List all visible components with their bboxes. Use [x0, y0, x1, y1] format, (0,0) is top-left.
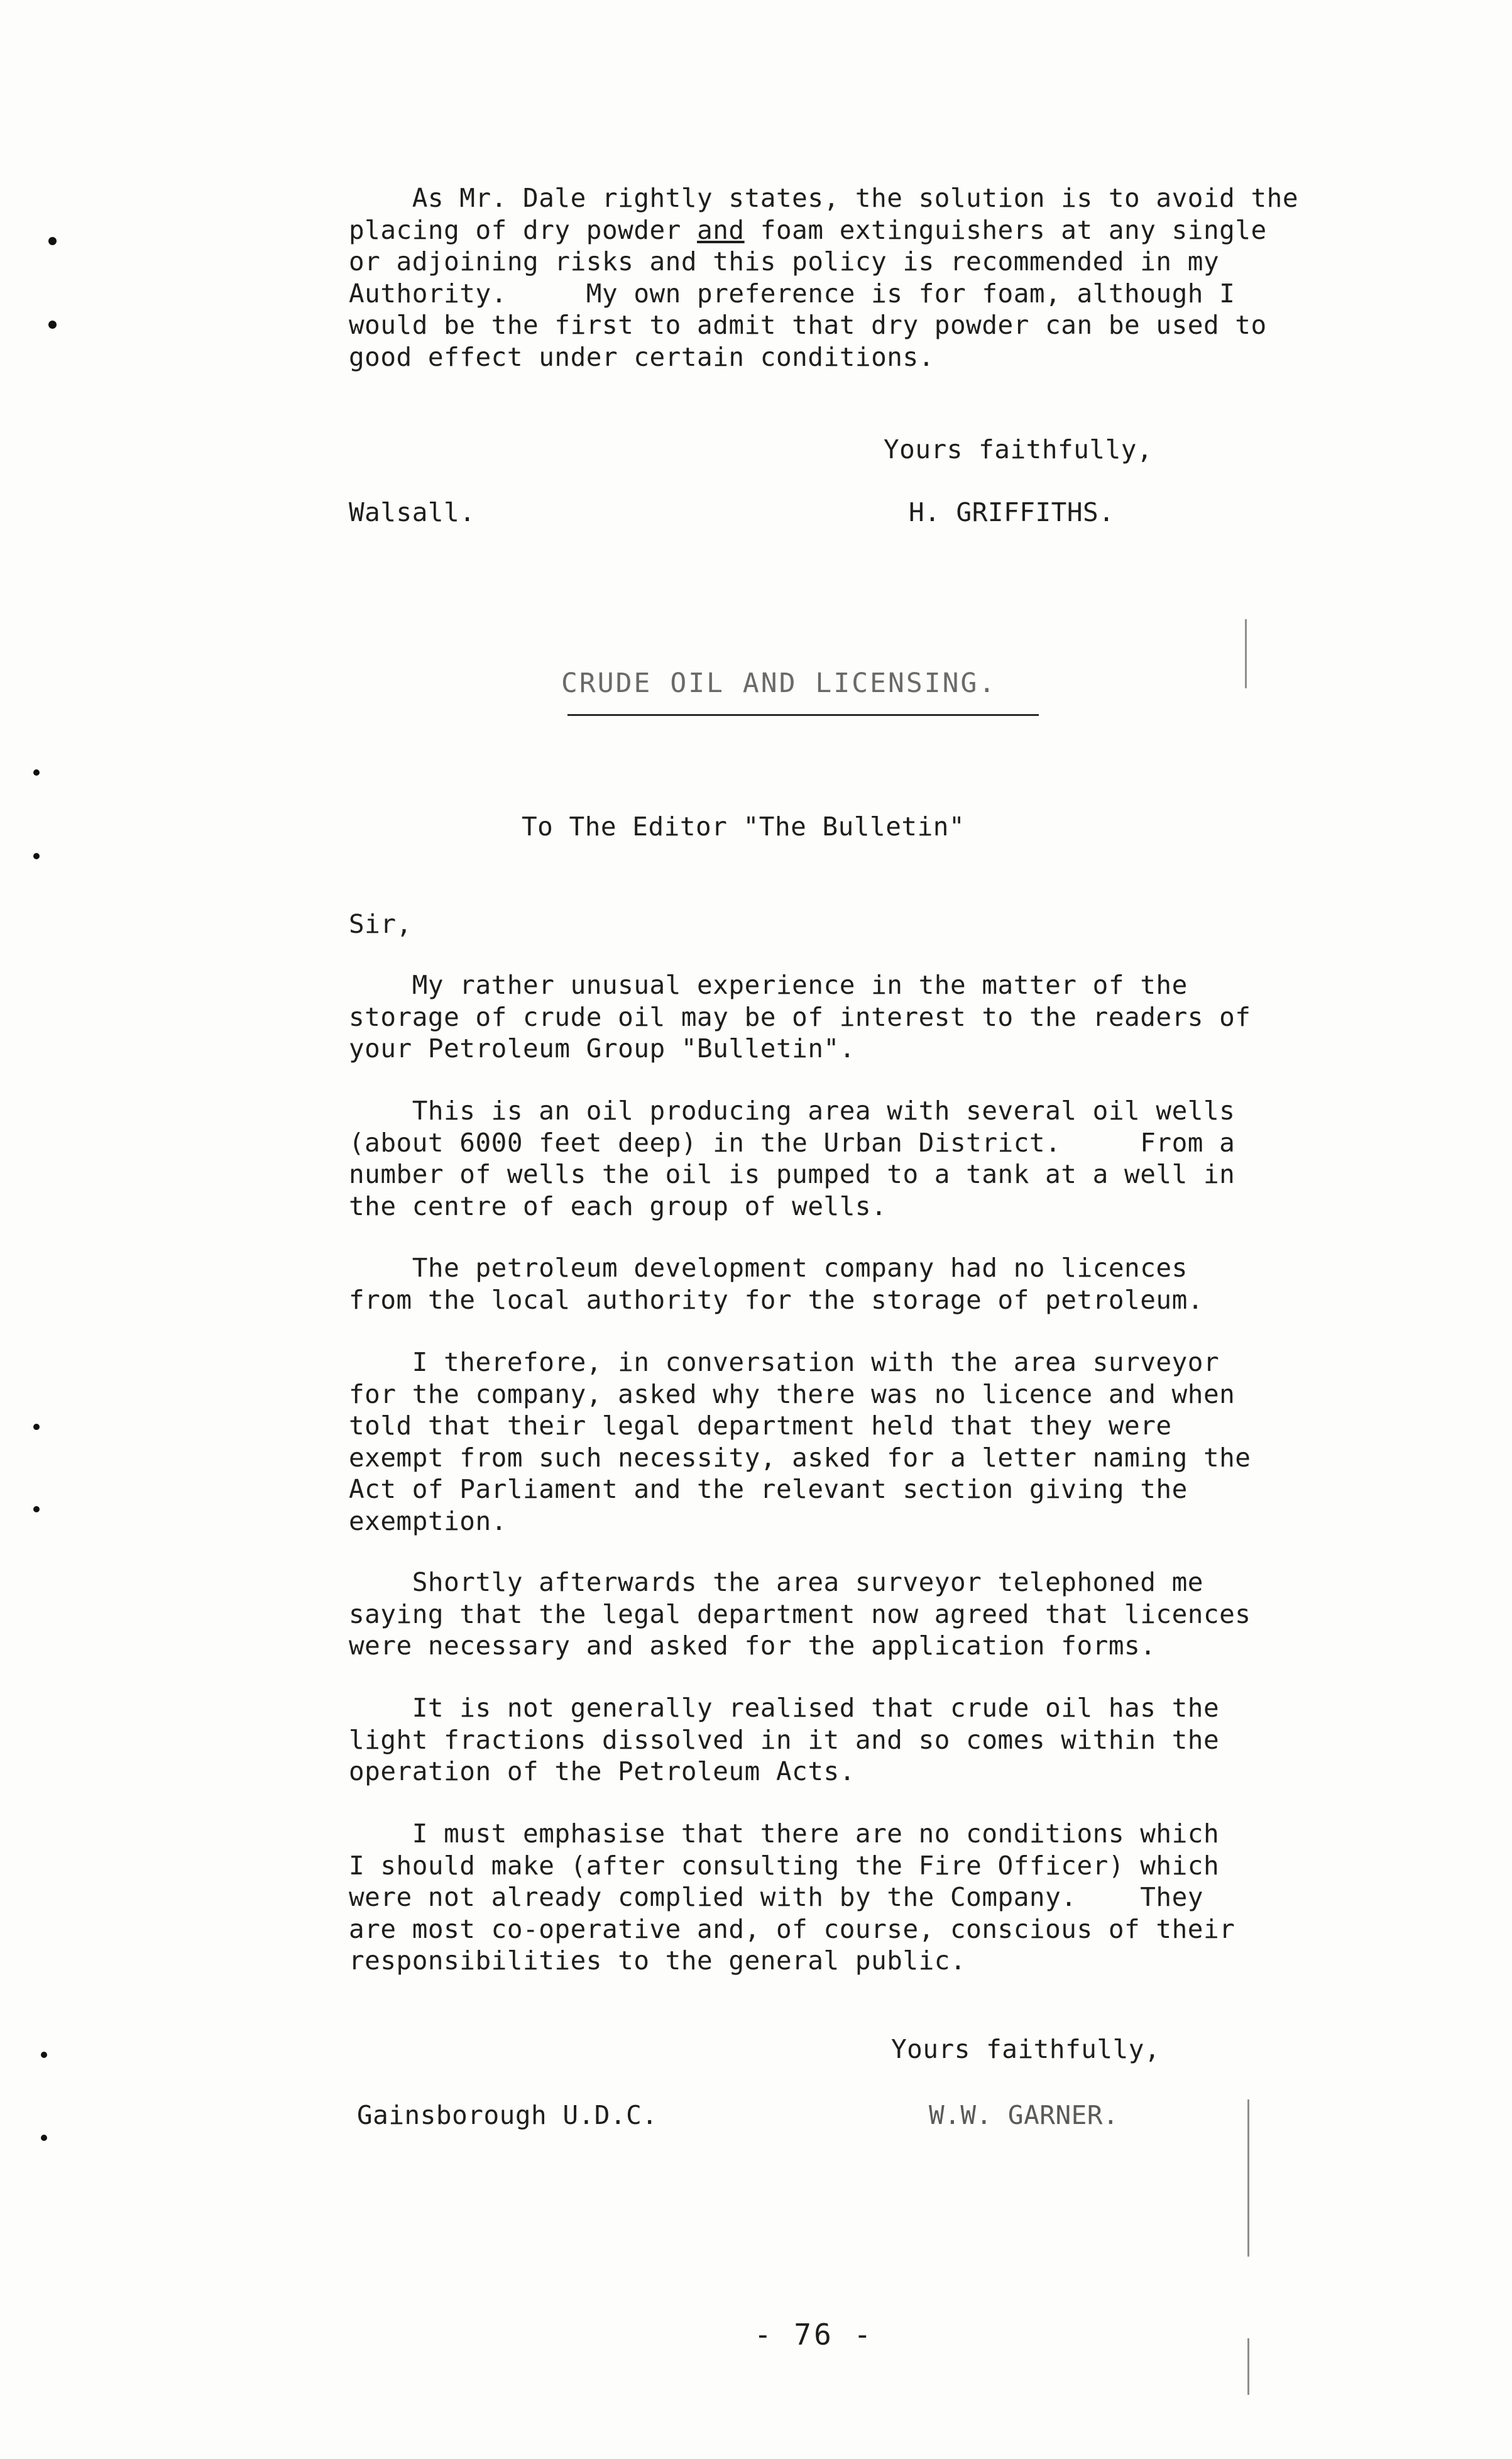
text-line: were not already complied with by the Company. They [349, 1882, 1203, 1912]
underlined-word: and [697, 214, 745, 245]
scan-line [1247, 2099, 1249, 2257]
letter2-paragraph-1 [349, 969, 1251, 1065]
text-line [349, 214, 1298, 246]
text-line: your Petroleum Group "Bulletin". [349, 1033, 855, 1064]
text-line: told that their legal department held that they were [349, 1411, 1172, 1441]
text-line: As Mr. Dale rightly states, the solution is to avoid the [349, 183, 1299, 213]
text-line: Act of Parliament and the relevant section giving the [349, 1474, 1188, 1504]
scan-line [1247, 2338, 1249, 2395]
punch-mark [41, 2052, 47, 2058]
punch-mark [33, 1424, 40, 1430]
text-line: good effect under certain conditions. [349, 341, 934, 372]
text-line: saying that the legal department now agreed that licences [349, 1598, 1251, 1629]
text-line: operation of the Petroleum Acts. [349, 1756, 855, 1786]
text-line: or adjoining risks and this policy is recommended in my [349, 246, 1220, 277]
text-line: (about 6000 feet deep) in the Urban District. From a [349, 1127, 1235, 1158]
text-line: Authority. My own preference is for foam, although I [349, 278, 1235, 309]
text-line: are most co-operative and, of course, conscious of their [349, 1913, 1235, 1944]
heading-underline [567, 714, 1039, 716]
letter2-paragraph-4 [349, 1346, 1251, 1537]
text-segment: foam extinguishers at any single [744, 214, 1267, 245]
letter1-closing: Yours faithfully, [884, 434, 1153, 465]
punch-mark [41, 2135, 47, 2141]
text-line: light fractions dissolved in it and so comes within the [349, 1724, 1220, 1755]
letter2-signature: W.W. GARNER. [929, 2100, 1119, 2130]
text-line: for the company, asked why there was no licence and when [349, 1378, 1235, 1409]
punch-mark [48, 321, 57, 329]
letter2-paragraph-6 [349, 1692, 1219, 1788]
text-line: exempt from such necessity, asked for a letter naming the [349, 1442, 1251, 1473]
text-line: I therefore, in conversation with the area surveyor [349, 1347, 1220, 1377]
letter2-closing: Yours faithfully, [891, 2034, 1161, 2064]
text-line: exemption. [349, 1505, 507, 1536]
letter1-signature: H. GRIFFITHS. [909, 497, 1115, 527]
text-line: number of wells the oil is pumped to a tank at a well in [349, 1159, 1235, 1189]
text-line: I should make (after consulting the Fire Officer) which [349, 1850, 1220, 1881]
page-number: - 76 - [754, 2318, 874, 2352]
section-heading: CRUDE OIL AND LICENSING. [561, 668, 997, 699]
text-line: I must emphasise that there are no conditions which [349, 1818, 1220, 1849]
text-line: storage of crude oil may be of interest to the readers of [349, 1001, 1251, 1032]
letter2-address: To The Editor "The Bulletin" [522, 811, 965, 842]
letter2-location: Gainsborough U.D.C. [357, 2100, 658, 2130]
text-line: the centre of each group of wells. [349, 1191, 887, 1221]
letter2-paragraph-3 [349, 1252, 1203, 1316]
punch-mark [33, 769, 40, 776]
scan-line [1245, 619, 1247, 688]
letter2-paragraph-5 [349, 1566, 1251, 1662]
text-line: My rather unusual experience in the matter of the [349, 970, 1188, 1000]
punch-mark [48, 237, 57, 245]
text-line: This is an oil producing area with several oil wells [349, 1096, 1235, 1126]
text-line: from the local authority for the storage of petroleum. [349, 1284, 1203, 1315]
text-line: would be the first to admit that dry powder can be used to [349, 310, 1267, 340]
text-line: It is not generally realised that crude oil has the [349, 1693, 1220, 1723]
text-line: were necessary and asked for the application forms. [349, 1631, 1156, 1661]
text-line: The petroleum development company had no licences [349, 1253, 1188, 1283]
text-line: responsibilities to the general public. [349, 1945, 967, 1976]
letter2-paragraph-7 [349, 1818, 1235, 1977]
punch-mark [33, 1506, 40, 1512]
letter2-salutation: Sir, [349, 909, 412, 939]
punch-mark [33, 853, 40, 859]
letter1-paragraph [349, 182, 1298, 373]
text-line: Shortly afterwards the area surveyor telephoned me [349, 1567, 1203, 1597]
letter1-location: Walsall. [349, 497, 476, 527]
text-segment: placing of dry powder [349, 214, 698, 245]
letter2-paragraph-2 [349, 1095, 1235, 1222]
